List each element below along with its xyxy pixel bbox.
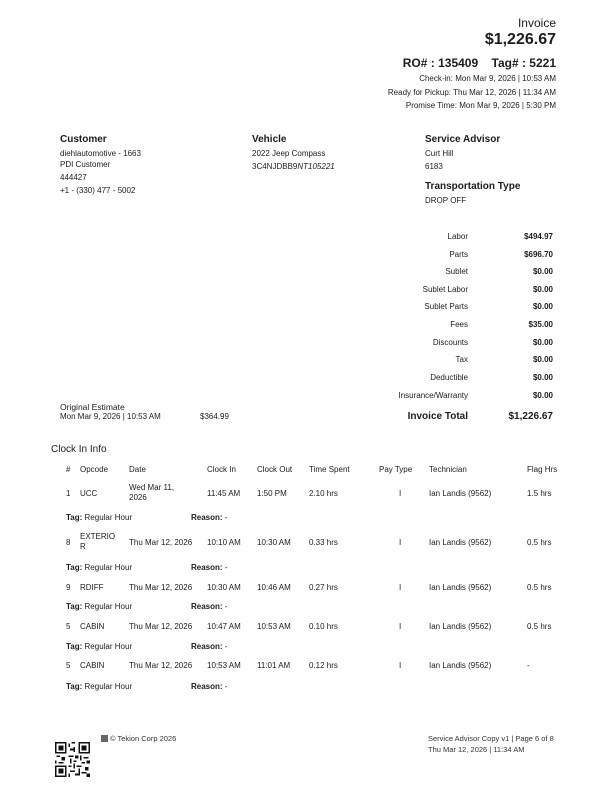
row3-clock-in: 10:30 AM <box>207 583 241 592</box>
total-label-sublet-parts: Sublet Parts <box>424 302 468 311</box>
total-value-sublet: $0.00 <box>532 267 553 276</box>
row4-tag-label: Tag: <box>66 642 83 651</box>
customer-type: PDI Customer <box>60 160 111 169</box>
customer-phone: +1 - (330) 477 - 5002 <box>60 186 136 195</box>
qr-code-icon <box>55 742 90 777</box>
vin-prefix: 3C4NJDBB9 <box>252 162 298 171</box>
row1-tag-value: Regular Hour <box>84 513 133 522</box>
total-label-deductible: Deductible <box>430 373 468 382</box>
original-estimate-date: Mon Mar 9, 2026 | 10:53 AM <box>60 412 161 421</box>
row5-clock-out: 11:01 AM <box>257 661 291 670</box>
row3-tag-label: Tag: <box>66 602 83 611</box>
row3-opcode: RDIFF <box>80 583 104 592</box>
col-header-clock-out: Clock Out <box>257 465 293 474</box>
total-value-tax: $0.00 <box>532 355 553 364</box>
row3-reason-label: Reason: <box>191 602 223 611</box>
row5-num: 5 <box>66 661 71 670</box>
col-header-pay-type: Pay Type <box>379 465 413 474</box>
row5-opcode: CABIN <box>80 661 105 670</box>
col-header-flag-hrs: Flag Hrs <box>527 465 558 474</box>
row2-pay-type: I <box>399 538 402 547</box>
vehicle-model: 2022 Jeep Compass <box>252 149 326 158</box>
row3-time-spent: 0.27 hrs <box>309 583 338 592</box>
row4-flag-hrs: 0.5 hrs <box>527 622 552 631</box>
total-value-fees: $35.00 <box>528 320 553 329</box>
invoice-total-header: $1,226.67 <box>484 31 556 48</box>
row2-clock-in: 10:10 AM <box>207 538 241 547</box>
row4-reason-value: - <box>224 642 228 651</box>
row5-flag-hrs: - <box>527 661 530 670</box>
row2-clock-out: 10:30 AM <box>257 538 291 547</box>
tekion-logo-icon <box>101 735 108 742</box>
customer-title: Customer <box>60 134 107 145</box>
row3-reason-value: - <box>224 602 228 611</box>
tag-number: 5221 <box>529 56 556 70</box>
row2-time-spent: 0.33 hrs <box>309 538 338 547</box>
row1-reason-value: - <box>224 513 228 522</box>
row3-flag-hrs: 0.5 hrs <box>527 583 552 592</box>
row5-pay-type: I <box>399 661 402 670</box>
total-label-fees: Fees <box>450 320 468 329</box>
row2-reason-value: - <box>224 563 228 572</box>
footer-copy-info: Service Advisor Copy v1 | Page 6 of 8 <box>428 734 554 743</box>
transportation-value: DROP OFF <box>425 196 467 205</box>
row1-reason-line <box>191 513 227 522</box>
total-label-sublet-labor: Sublet Labor <box>422 285 468 294</box>
total-label-discounts: Discounts <box>432 338 468 347</box>
row3-technician: Ian Landis (9562) <box>429 583 492 592</box>
row2-reason-line <box>191 563 227 572</box>
row2-date: Thu Mar 12, 2026 <box>129 538 193 547</box>
clock-in-title: Clock In Info <box>51 444 107 455</box>
row5-reason-label: Reason: <box>191 682 223 691</box>
row1-clock-out: 1:50 PM <box>257 489 287 498</box>
row5-date: Thu Mar 12, 2026 <box>129 661 193 670</box>
row3-tag-line <box>66 602 132 611</box>
row1-date: Wed Mar 11, 2026 <box>129 483 175 502</box>
total-label-insurance: Insurance/Warranty <box>398 391 468 400</box>
ready-time: Ready for Pickup: Thu Mar 12, 2026 | 11:34 AM <box>387 88 556 97</box>
total-value-deductible: $0.00 <box>532 373 553 382</box>
row3-num: 9 <box>66 583 71 592</box>
total-label-parts: Parts <box>449 250 468 259</box>
total-label-tax: Tax <box>455 355 468 364</box>
row3-pay-type: I <box>399 583 402 592</box>
row3-date: Thu Mar 12, 2026 <box>129 583 193 592</box>
row1-clock-in: 11:45 AM <box>207 489 241 498</box>
row5-tag-line <box>66 682 132 691</box>
row1-pay-type: I <box>399 489 402 498</box>
row3-clock-out: 10:46 AM <box>257 583 291 592</box>
row2-technician: Ian Landis (9562) <box>429 538 492 547</box>
row1-tag-label: Tag: <box>66 513 83 522</box>
row5-tag-label: Tag: <box>66 682 83 691</box>
invoice-total-value: $1,226.67 <box>508 411 553 422</box>
row4-clock-out: 10:53 AM <box>257 622 291 631</box>
tag-label: Tag# : <box>491 56 526 70</box>
col-header-time-spent: Time Spent <box>309 465 350 474</box>
invoice-total-label: Invoice Total <box>407 411 468 422</box>
row2-opcode: EXTERIOR <box>80 532 116 551</box>
row2-tag-value: Regular Hour <box>84 563 133 572</box>
customer-name: diehlautomotive - 1663 <box>60 149 141 158</box>
total-label-sublet: Sublet <box>445 267 468 276</box>
footer-copyright-text: © Tekion Corp 2026 <box>110 734 177 743</box>
total-value-sublet-labor: $0.00 <box>532 285 553 294</box>
col-header-technician: Technician <box>429 465 467 474</box>
col-header-num: # <box>66 465 71 474</box>
ro-label: RO# : <box>402 56 435 70</box>
total-value-parts: $696.70 <box>524 250 553 259</box>
col-header-date: Date <box>129 465 146 474</box>
row2-reason-label: Reason: <box>191 563 223 572</box>
total-value-discounts: $0.00 <box>532 338 553 347</box>
col-header-opcode: Opcode <box>80 465 109 474</box>
row2-tag-line <box>66 563 132 572</box>
row3-reason-line <box>191 602 227 611</box>
row4-pay-type: I <box>399 622 402 631</box>
row5-reason-value: - <box>224 682 228 691</box>
row5-tag-value: Regular Hour <box>84 682 133 691</box>
row4-date: Thu Mar 12, 2026 <box>129 622 193 631</box>
original-estimate-amount: $364.99 <box>200 412 229 421</box>
row1-technician: Ian Landis (9562) <box>429 489 492 498</box>
promise-time: Promise Time: Mon Mar 9, 2026 | 5:30 PM <box>405 101 556 110</box>
ro-tag-line <box>403 56 556 70</box>
total-value-sublet-parts: $0.00 <box>532 302 553 311</box>
row4-clock-in: 10:47 AM <box>207 622 241 631</box>
row5-reason-line <box>191 682 227 691</box>
transportation-title: Transportation Type <box>425 181 521 192</box>
row4-reason-label: Reason: <box>191 642 223 651</box>
customer-id: 444427 <box>60 173 87 182</box>
row2-flag-hrs: 0.5 hrs <box>527 538 552 547</box>
footer-printed-time: Thu Mar 12, 2026 | 11:34 AM <box>428 745 525 754</box>
row4-opcode: CABIN <box>80 622 105 631</box>
vehicle-vin <box>252 162 335 171</box>
original-estimate-title: Original Estimate <box>60 402 125 412</box>
row1-opcode: UCC <box>80 489 98 498</box>
checkin-time: Check-in: Mon Mar 9, 2026 | 10:53 AM <box>419 74 556 83</box>
row5-time-spent: 0.12 hrs <box>309 661 338 670</box>
row1-tag-line <box>66 513 132 522</box>
row4-technician: Ian Landis (9562) <box>429 622 492 631</box>
footer-copyright <box>101 734 176 743</box>
row1-time-spent: 2.10 hrs <box>309 489 338 498</box>
row1-num: 1 <box>66 489 71 498</box>
row4-tag-line <box>66 642 132 651</box>
row5-clock-in: 10:53 AM <box>207 661 241 670</box>
row2-num: 8 <box>66 538 71 547</box>
total-value-labor: $494.97 <box>524 232 553 241</box>
row4-time-spent: 0.10 hrs <box>309 622 338 631</box>
row1-reason-label: Reason: <box>191 513 223 522</box>
row2-tag-label: Tag: <box>66 563 83 572</box>
col-header-clock-in: Clock In <box>207 465 236 474</box>
total-value-insurance: $0.00 <box>532 391 553 400</box>
invoice-label: Invoice <box>517 16 556 30</box>
row4-num: 5 <box>66 622 71 631</box>
row3-tag-value: Regular Hour <box>84 602 133 611</box>
vehicle-title: Vehicle <box>252 134 287 145</box>
advisor-number: 6183 <box>425 162 443 171</box>
advisor-title: Service Advisor <box>425 134 501 145</box>
row5-technician: Ian Landis (9562) <box>429 661 492 670</box>
row4-tag-value: Regular Hour <box>84 642 133 651</box>
total-label-labor: Labor <box>447 232 468 241</box>
row4-reason-line <box>191 642 227 651</box>
advisor-name: Curt Hill <box>425 149 454 158</box>
vin-suffix: NT105221 <box>297 162 335 171</box>
ro-number: 135409 <box>438 56 479 70</box>
row1-flag-hrs: 1.5 hrs <box>527 489 552 498</box>
